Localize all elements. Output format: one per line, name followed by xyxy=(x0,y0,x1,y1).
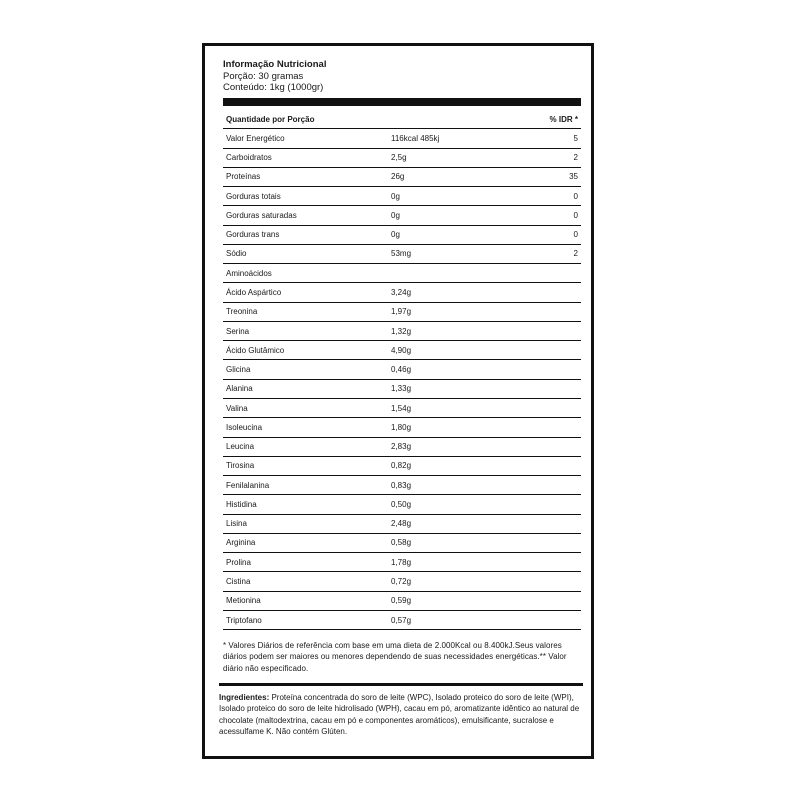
table-row xyxy=(223,168,581,187)
nutrient-name: Glicina xyxy=(226,365,251,375)
table-row xyxy=(223,572,581,591)
nutrient-amount: 0,58g xyxy=(391,538,412,548)
nutrient-name: Fenilalanina xyxy=(226,480,270,490)
nutrient-name: Tirosina xyxy=(226,461,255,471)
nutrient-idr: 35 xyxy=(569,172,578,182)
nutrient-name: Cistina xyxy=(226,577,251,586)
nutrient-amount: 2,83g xyxy=(391,442,412,452)
nutrient-amount: 26g xyxy=(391,172,405,182)
table-header-row xyxy=(223,110,581,129)
table-row xyxy=(223,418,581,437)
nutrient-name: Serina xyxy=(226,326,250,336)
ingredients-section xyxy=(219,683,583,738)
table-row xyxy=(223,360,581,379)
nutrient-amount: 53mg xyxy=(391,249,412,259)
nutrient-name: Prolina xyxy=(226,557,251,567)
footnote: * Valores Diários de referência com base em uma dieta de 2.000Kcal ou 8.400kJ.Seus valores diários podem ser maiores ou menores dependendo de suas necessidades energéticas.** Valor diário não especificado. xyxy=(223,641,567,673)
nutrient-name: Ácido Glutâmico xyxy=(226,345,285,355)
nutrient-amount: 1,32g xyxy=(391,326,412,336)
nutrient-idr: 2 xyxy=(573,153,578,163)
nutrient-amount: 0,46g xyxy=(391,365,412,375)
table-row xyxy=(223,553,581,572)
nutrient-name: Histidina xyxy=(226,499,257,509)
nutrition-facts-panel xyxy=(202,43,594,759)
nutrient-amount: 1,80g xyxy=(391,422,412,432)
table-row xyxy=(223,206,581,225)
nutrient-amount: 2,5g xyxy=(391,153,407,163)
table-row xyxy=(223,611,581,630)
table-row xyxy=(223,380,581,399)
table-row xyxy=(223,129,581,148)
table-row xyxy=(223,438,581,457)
column-header-idr: % IDR * xyxy=(549,114,578,124)
nutrient-amount: 0g xyxy=(391,191,400,201)
nutrient-name: Triptofano xyxy=(226,615,262,625)
table-row xyxy=(223,476,581,495)
ingredients-text: Proteína concentrada do soro de leite (WPC), Isolado proteico do soro de leite (WPI), Isolado proteico do soro de leite hidrolisado (WPH), cacau em pó, aromatizante idêntico ao natural de chocolate (maltodextrina, cacau em pó e componentes aromáticos), emulsificante, sucralose e acessulfame K. Não contém Glúten. xyxy=(219,693,580,737)
table-row xyxy=(223,187,581,206)
table-row xyxy=(223,534,581,553)
nutrient-amount: 0,82g xyxy=(391,461,412,471)
panel-title: Informação Nutricional xyxy=(223,59,327,70)
nutrient-name: Leucina xyxy=(226,442,255,452)
nutrient-name: Gorduras totais xyxy=(226,191,281,201)
nutrient-idr: 0 xyxy=(573,230,578,240)
nutrient-idr: 5 xyxy=(573,133,578,143)
nutrient-name: Carboidratos xyxy=(226,153,272,163)
ingredients-label: Ingredientes: xyxy=(219,693,270,702)
table-row xyxy=(223,457,581,476)
nutrient-name: Valor Energético xyxy=(226,133,285,143)
nutrient-amount: 0g xyxy=(391,230,400,240)
table-row xyxy=(223,592,581,611)
nutrient-name: Ácido Aspártico xyxy=(226,288,282,298)
column-header-quantity: Quantidade por Porção xyxy=(226,114,315,124)
nutrient-name: Proteínas xyxy=(226,172,261,182)
nutrient-amount: 0,50g xyxy=(391,499,412,509)
nutrient-name: Sódio xyxy=(226,249,247,259)
nutrient-idr: 0 xyxy=(573,191,578,201)
nutrient-name: Aminoácidos xyxy=(226,268,272,278)
nutrient-amount: 116kcal 485kj xyxy=(391,133,440,143)
package-content: Conteúdo: 1kg (1000gr) xyxy=(223,82,324,93)
table-row xyxy=(223,399,581,418)
nutrient-name: Metionina xyxy=(226,596,261,606)
nutrient-amount: 3,24g xyxy=(391,288,412,298)
table-row xyxy=(223,226,581,245)
table-row xyxy=(223,303,581,322)
nutrient-name: Lisina xyxy=(226,519,247,529)
table-row xyxy=(223,149,581,168)
table-row xyxy=(223,495,581,514)
nutrient-name: Isoleucina xyxy=(226,422,263,432)
nutrient-amount: 0,59g xyxy=(391,596,412,606)
nutrient-idr: 0 xyxy=(573,210,578,220)
nutrient-amount: 1,97g xyxy=(391,307,412,317)
table-row xyxy=(223,283,581,302)
table-row xyxy=(223,264,581,283)
nutrient-amount: 1,33g xyxy=(391,384,412,394)
nutrient-name: Gorduras saturadas xyxy=(226,210,297,220)
nutrient-amount: 1,54g xyxy=(391,403,412,413)
table-row xyxy=(223,245,581,264)
nutrient-amount: 0,57g xyxy=(391,615,412,625)
nutrient-name: Valina xyxy=(226,403,248,413)
portion-size: Porção: 30 gramas xyxy=(223,70,304,82)
table-row xyxy=(223,515,581,534)
nutrient-amount: 1,78g xyxy=(391,557,412,567)
nutrient-name: Alanina xyxy=(226,384,253,394)
table-row xyxy=(223,322,581,341)
nutrient-amount: 0,72g xyxy=(391,577,412,586)
panel-header xyxy=(223,59,583,94)
nutrient-amount: 4,90g xyxy=(391,345,412,355)
nutrient-amount: 0g xyxy=(391,210,400,220)
nutrient-name: Arginina xyxy=(226,538,256,548)
nutrient-amount: 2,48g xyxy=(391,519,412,529)
table-row xyxy=(223,341,581,360)
header-divider-bar xyxy=(223,98,581,106)
nutrient-name: Gorduras trans xyxy=(226,230,280,240)
nutrient-amount: 0,83g xyxy=(391,480,412,490)
nutrient-name: Treonina xyxy=(226,307,258,317)
nutrient-idr: 2 xyxy=(573,249,578,259)
nutrition-table xyxy=(223,110,581,630)
